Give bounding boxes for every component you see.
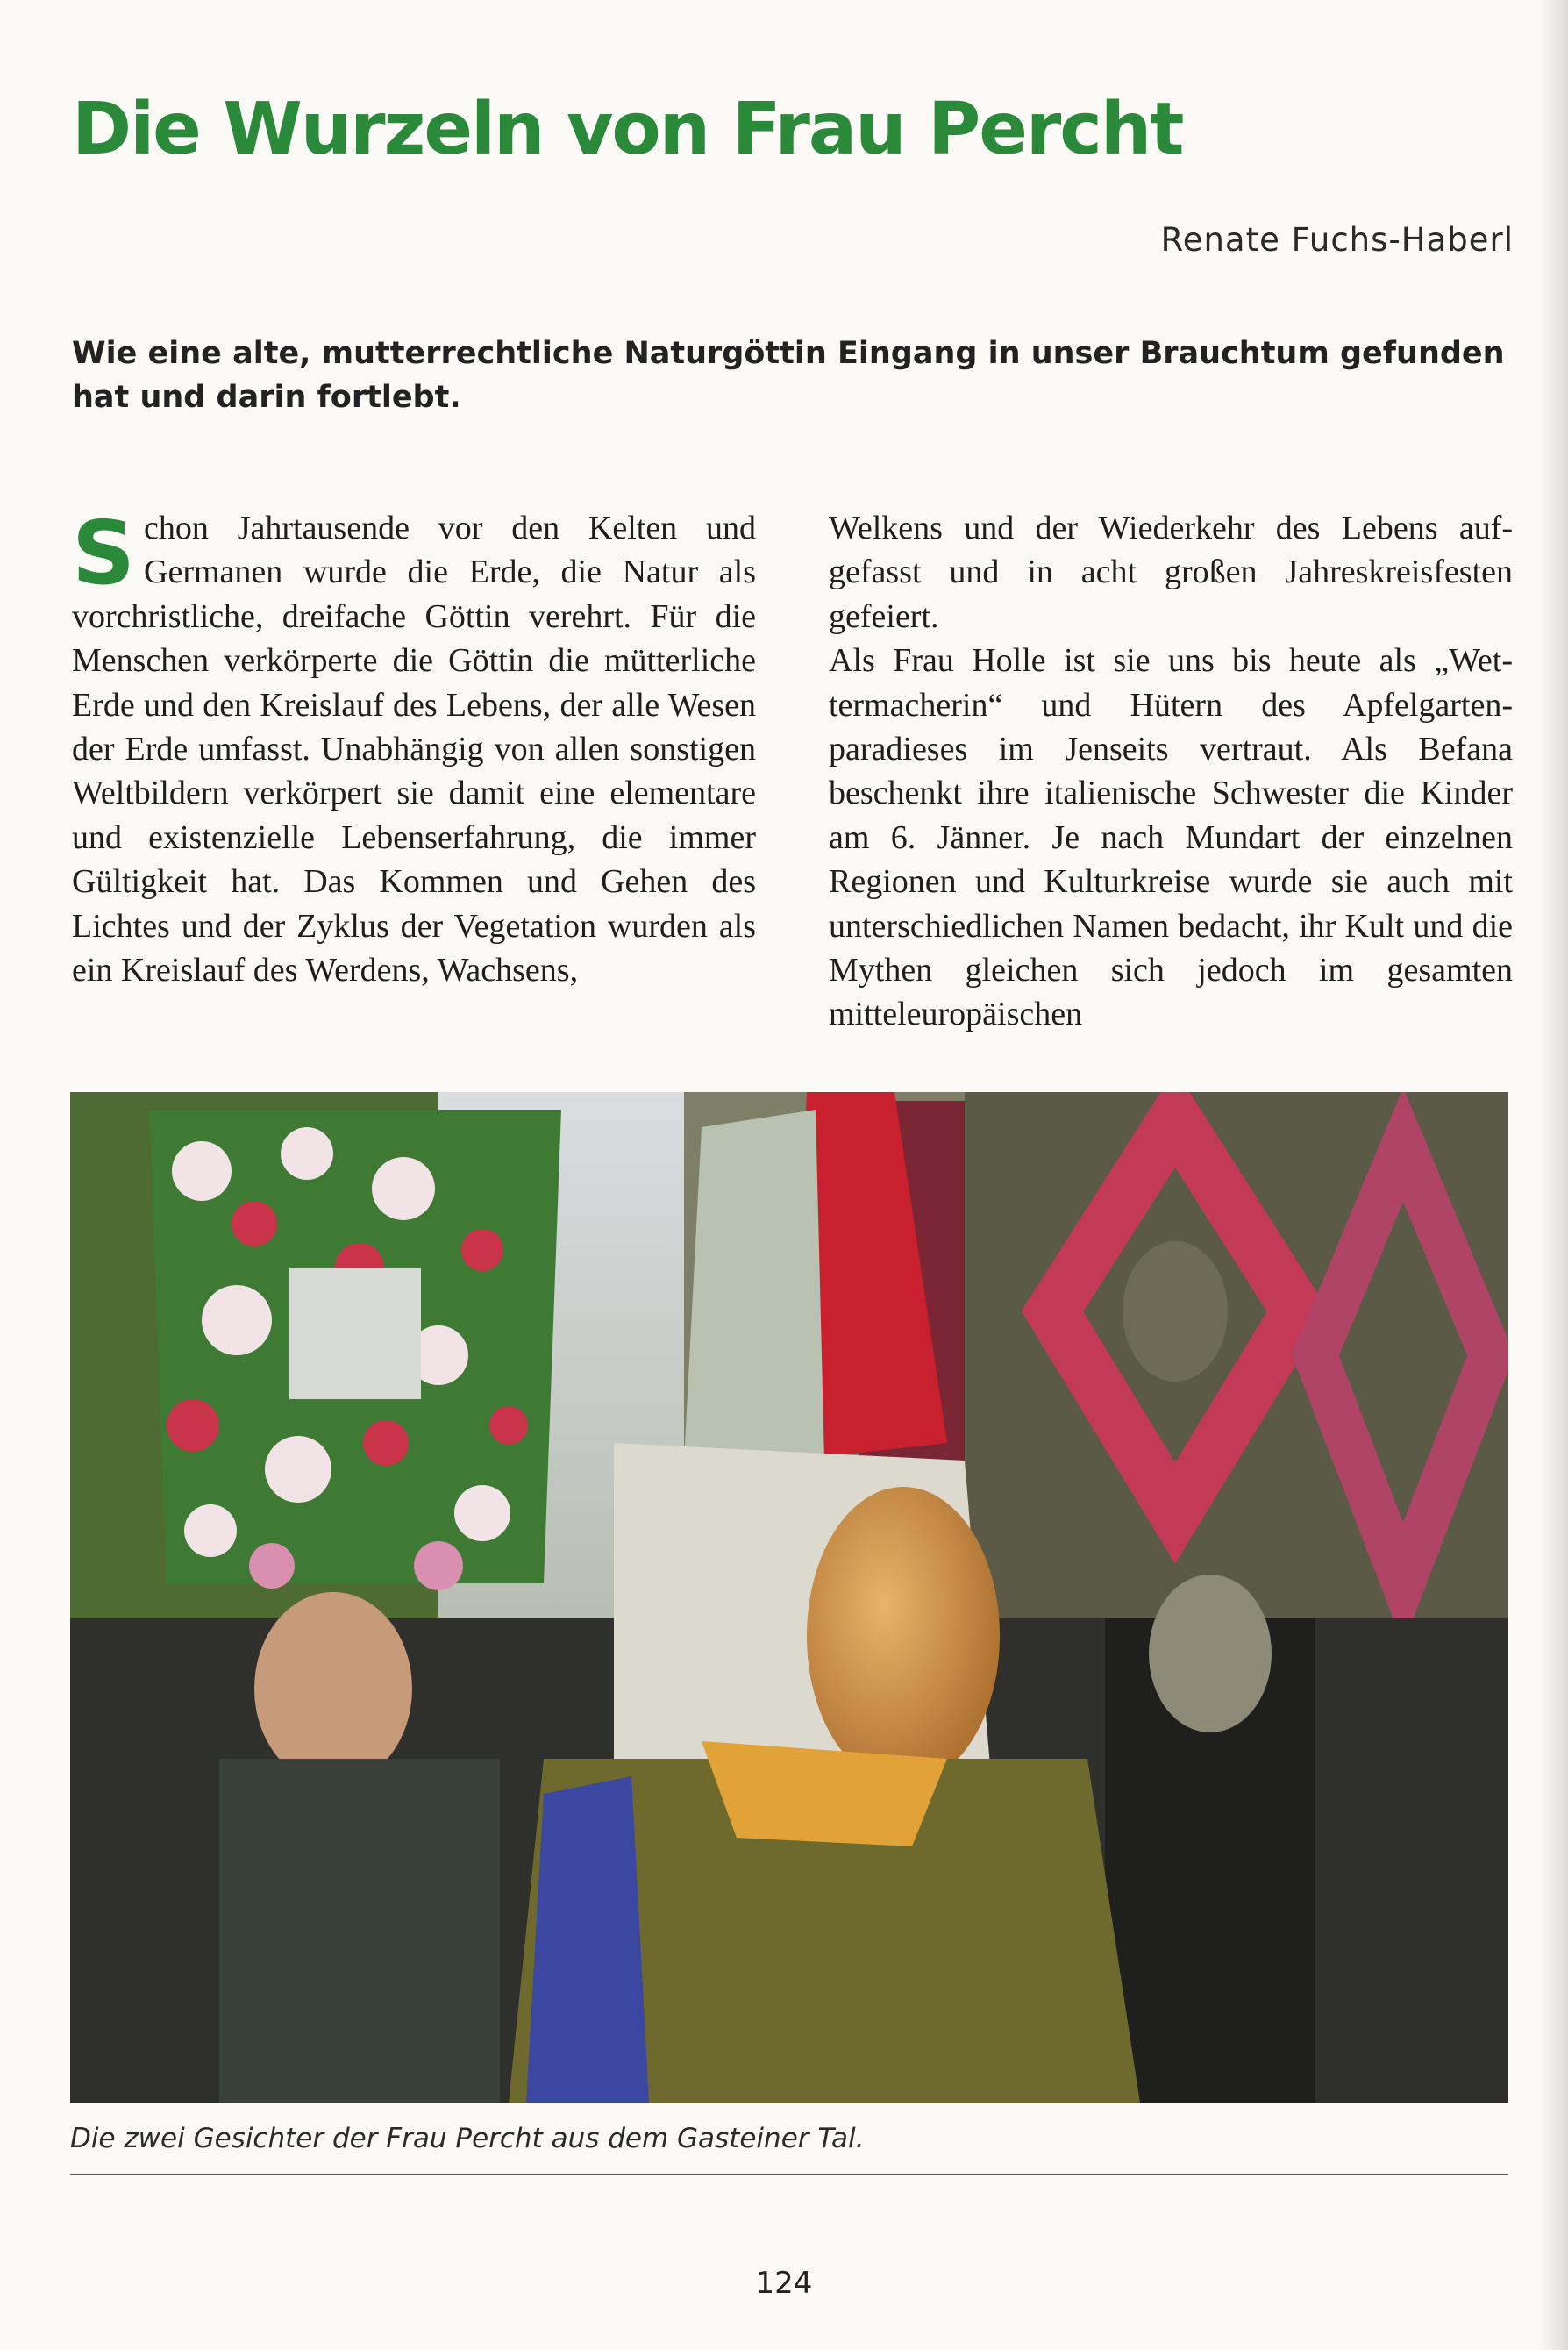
drop-cap: S <box>72 502 136 604</box>
paragraph-right-1: Welkens und der Wiederkehr des Lebens aufgefasst und in acht großen Jahreskreisfesten gefeiert. <box>829 510 1513 635</box>
article-title: Die Wurzeln von Frau Percht <box>72 88 1183 171</box>
article-lead: Wie eine alte, mutterrechtliche Naturgöttin Eingang in unser Brauchtum gefunden hat und darin fortlebt. <box>72 336 1505 415</box>
paragraph-left: chon Jahrtausende vor den Kelten und Germanen wurde die Erde, die Natur als vorchristliche, dreifache Göttin verehrt. Für die Menschen verkörperte die Göttin die mütterliche Erde und den Kreislauf des Lebens, der alle Wesen der Erde umfasst. Unabhängig von allen sonstigen Weltbildern verkörpert sie damit eine elementare und existenzielle Lebenserfahrung, die immer Gültigkeit hat. Das Kommen und Gehen des Lichtes und der Zyklus der Vegetation wurden als ein Kreislauf des Werdens, Wachsens, <box>72 510 756 989</box>
photo-caption: Die zwei Gesichter der Frau Percht aus dem Gasteiner Tal. <box>70 2123 865 2154</box>
article-photo <box>70 1092 1508 2103</box>
caption-divider <box>70 2174 1508 2175</box>
page-number: 124 <box>755 2266 813 2301</box>
paragraph-right-2: Als Frau Holle ist sie uns bis heute als „Wettermacherin“ und Hütern des Apfelgartenparadieses im Jenseits vertraut. Als Befana beschenkt ihre italienische Schwester die Kinder am 6. Jänner. Je nach Mundart der einzelnen Regionen und Kulturkreise wurde sie auch mit unterschiedlichen Namen bedacht, ihr Kult und die Mythen gleichen sich jedoch im gesamten mitteleuropäischen <box>829 642 1513 1033</box>
author-name: Renate Fuchs-Haberl <box>1160 221 1514 259</box>
perchten-photo-illustration <box>70 1092 1508 2103</box>
text-column-right <box>829 506 1513 1037</box>
text-column-left <box>72 502 756 992</box>
page-edge-shadow <box>1538 0 1568 2350</box>
